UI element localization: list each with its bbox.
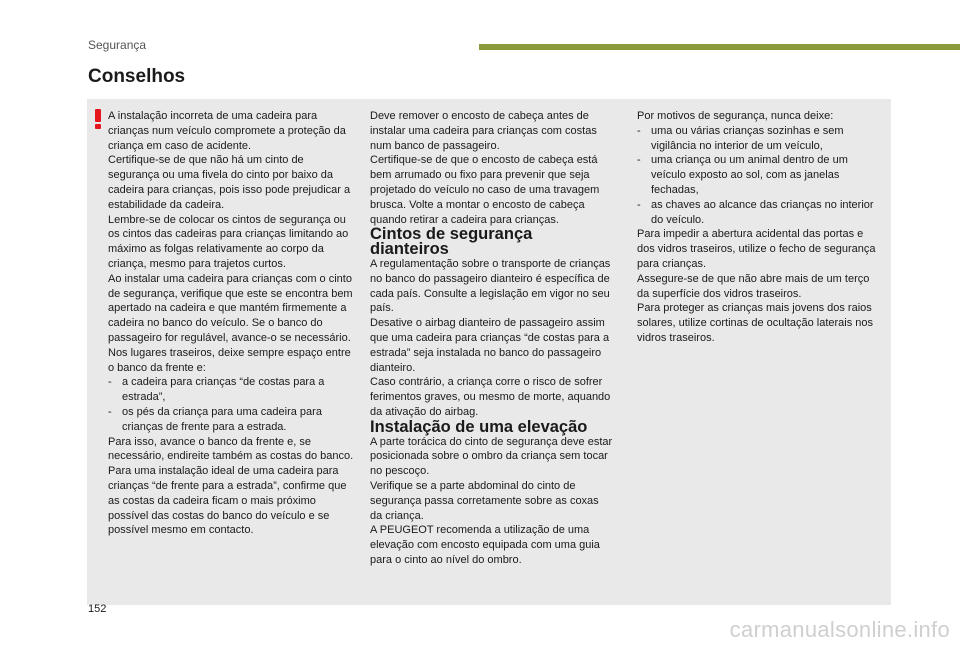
column-1 xyxy=(108,109,354,538)
paragraph: Ao instalar uma cadeira para crianças com o cinto de segurança, verifique que este se encontra bem apertado na cadeira e que mantém firmemente a cadeira no banco do veículo. Se o banco do passageiro for regulável, avance-o se necessário. xyxy=(108,272,353,344)
paragraph: Verifique se a parte abdominal do cinto de segurança passa corretamente sobre as coxas da criança. xyxy=(370,479,599,522)
subheading-front-seatbelts: Cintos de segurança dianteiros xyxy=(370,225,533,259)
dash-list xyxy=(637,124,883,228)
list-item: - uma ou várias crianças sozinhas e sem vigilância no interior de um veículo, xyxy=(637,124,883,154)
dash-list xyxy=(108,375,354,434)
paragraph: Desative o airbag dianteiro de passageiro assim que uma cadeira para crianças “de costas para a estrada” seja instalada no banco do passageiro dianteiro. xyxy=(370,317,610,374)
watermark[interactable]: carmanualsonline.info xyxy=(729,617,950,642)
paragraph: Para impedir a abertura acidental das portas e dos vidros traseiros, utilize o fecho de segurança para crianças. xyxy=(637,228,876,270)
paragraph: Assegure-se de que não abre mais de um terço da superfície dos vidros traseiros. xyxy=(637,272,870,300)
paragraph: Por motivos de segurança, nunca deixe: xyxy=(637,110,834,122)
paragraph: A PEUGEOT recomenda a utilização de uma elevação com encosto equipada com uma guia para o cinto ao nível do ombro. xyxy=(370,524,600,566)
paragraph: Certifique-se de que não há um cinto de segurança ou uma fivela do cinto por baixo da cadeira para crianças, pois isso pode prejudicar a estabilidade da cadeira. xyxy=(108,154,351,211)
paragraph: Lembre-se de colocar os cintos de segurança ou os cintos das cadeiras para crianças limitando ao máximo as folgas relativamente ao corpo da criança, mesmo para trajetos curtos. xyxy=(108,213,349,270)
paragraph: A instalação incorreta de uma cadeira para crianças num veículo compromete a proteção da criança em caso de acidente. xyxy=(108,110,346,152)
paragraph: A parte torácica do cinto de segurança deve estar posicionada sobre o ombro da criança sem tocar no pescoço. xyxy=(370,435,613,478)
list-item: - os pés da criança para uma cadeira para crianças de frente para a estrada. xyxy=(108,405,354,435)
list-item: - a cadeira para crianças “de costas para a estrada”, xyxy=(108,375,354,405)
page-title: Conselhos xyxy=(88,66,186,87)
paragraph: Deve remover o encosto de cabeça antes de instalar uma cadeira para crianças com costas num banco de passageiro. xyxy=(370,110,597,152)
column-2 xyxy=(370,109,613,568)
advice-panel xyxy=(87,99,891,605)
paragraph: Nos lugares traseiros, deixe sempre espaço entre o banco da frente e: xyxy=(108,346,351,374)
list-item: - uma criança ou um animal dentro de um veículo exposto ao sol, com as janelas fechadas, xyxy=(637,153,883,197)
list-item: - as chaves ao alcance das crianças no interior do veículo. xyxy=(637,198,883,228)
paragraph: Para uma instalação ideal de uma cadeira para crianças “de frente para a estrada”, confirme que as costas da cadeira ficam o mais próximo possível das costas do banco do veículo e se possível mesmo em contacto. xyxy=(108,465,347,537)
section-label: Segurança xyxy=(88,38,147,52)
paragraph: Caso contrário, a criança corre o risco de sofrer ferimentos graves, ou mesmo de morte, aquando da ativação do airbag. xyxy=(370,376,611,418)
paragraph: Certifique-se de que o encosto de cabeça está bem arrumado ou fixo para prevenir que seja projetado do veículo no caso de uma travagem brusca. Volte a montar o encosto de cabeça quando retirar a cadeira para crianças. xyxy=(370,154,600,226)
warning-icon xyxy=(94,109,102,129)
subheading-booster-seat: Instalação de uma elevação xyxy=(370,417,588,436)
paragraph: Para isso, avance o banco da frente e, se necessário, endireite também as costas do banco. xyxy=(108,435,354,463)
page-number: 152 xyxy=(88,603,107,615)
paragraph: A regulamentação sobre o transporte de crianças no banco do passageiro dianteiro é específica de cada país. Consulte a legislação em vigor no seu país. xyxy=(370,257,611,315)
paragraph: Para proteger as crianças mais jovens dos raios solares, utilize cortinas de ocultação laterais nos vidros traseiros. xyxy=(637,302,874,344)
column-3 xyxy=(637,109,883,346)
section-accent-bar xyxy=(479,44,960,50)
